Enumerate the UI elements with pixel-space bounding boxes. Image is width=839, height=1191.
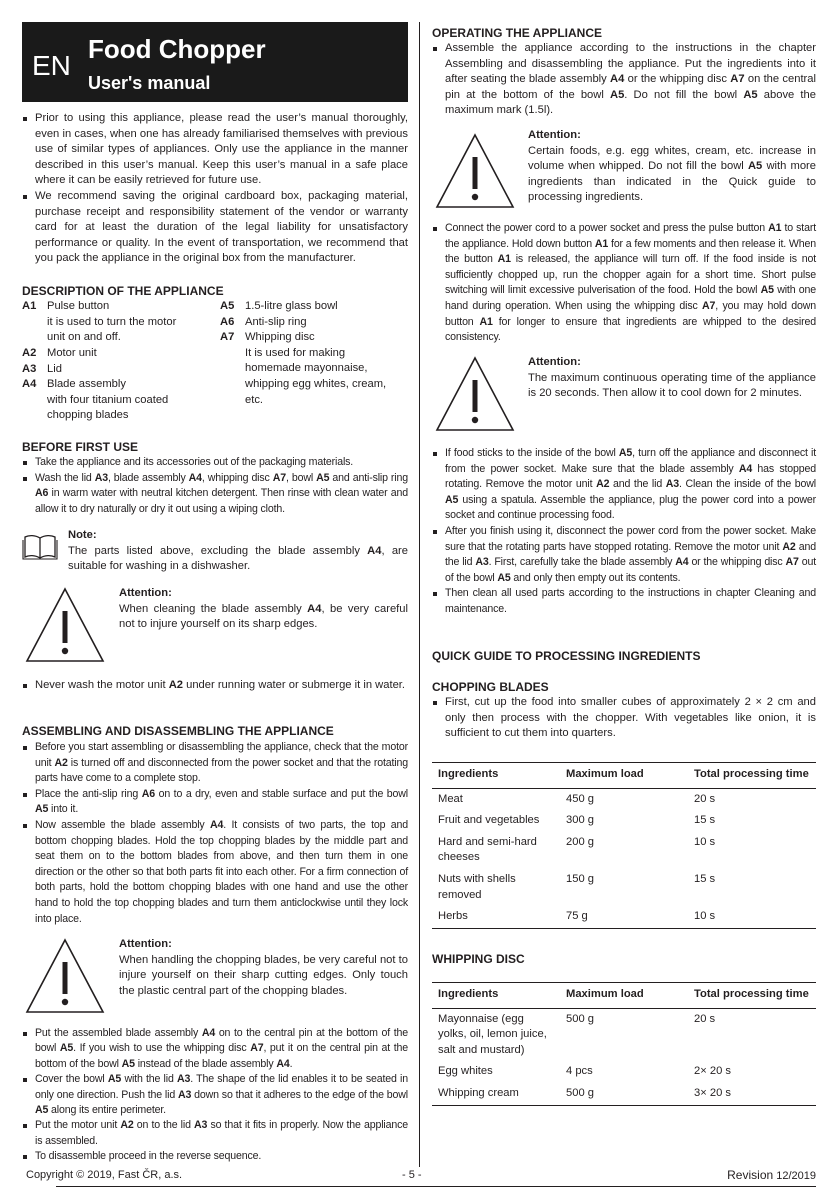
list-item: We recommend saving the original cardboard box, packaging material, purchase receipt and responsibility statement of the vendor or warranty card for at least the duration of the legal liability for unsatisfactory performance or quality. In the event of transportation, we recommend that you pack the appliance in the original box from the manufacturer. (22, 189, 408, 267)
attention-content (528, 128, 816, 206)
attention-title: Attention: (528, 129, 581, 141)
column-divider (419, 22, 420, 1167)
max-load-cell: 300 g (566, 814, 594, 827)
revision-label: Revision (727, 1168, 774, 1182)
part-text-line: chopping blades (47, 409, 129, 422)
part-text-line: whipping egg whites, cream, (245, 377, 387, 390)
part-text-line: etc. (245, 393, 264, 406)
ingredient-cell: Fruit and vegetables (438, 814, 540, 827)
table-row (432, 869, 816, 906)
part-text-line: Whipping disc (245, 331, 315, 344)
footer-rule (56, 1186, 816, 1187)
chopping-table (432, 762, 816, 929)
part-text-line: 1.5-litre glass bowl (245, 300, 338, 312)
list-item: Before you start assembling or disassembling the appliance, check that the motor unit A2 is turned off and disconnected from the power socket and that the rotating parts have come to a complete stop. (22, 740, 408, 787)
list-item: Never wash the motor unit A2 under running water or submerge it in water. (22, 678, 408, 694)
parts-left-list (22, 299, 217, 424)
table-row (432, 1083, 816, 1105)
first-use-list (22, 455, 408, 517)
part-text-line: Blade assembly (47, 378, 126, 391)
part-item: A3 Lid (22, 362, 217, 378)
ingredient-cell: Nuts with shells removed (438, 872, 516, 901)
list-item: Assemble the appliance according to the instructions in the chapter Assembling and disassembling the appliance. Put the ingredients into it after seating the blade assembly A4 or the whipping disc A7 on the central pin at the bottom of the bowl A5. Do not fill the bowl A5 above the maximum mark (1.5l). (432, 41, 816, 119)
list-item: Now assemble the blade assembly A4. It consists of two parts, the top and bottom chopping blades. Hold the top chopping blades by the middle part and seat them on to the bottom blades from above, and then turn them in one direction or the other so that both parts fit into each other. For a firm connection of both parts, hold the bottom chopping blades with one hand and use the other hand to hold the top chopping blades and turn them anticlockwise until they lock into place. (22, 818, 408, 927)
note-content (68, 528, 408, 575)
attention-text: The maximum continuous operating time of the appliance is 20 seconds. Then allow it to cool down for 2 minutes. (528, 371, 816, 400)
list-item: Place the anti-slip ring A6 on to a dry, even and stable surface and put the bowl A5 into it. (22, 787, 408, 818)
ingredient-cell: Mayonnaise (egg yolks, oil, lemon juice, salt and mustard) (438, 1012, 547, 1056)
part-text-line: Lid (47, 362, 62, 375)
page-footer (22, 1168, 816, 1184)
subsection-heading: CHOPPING BLADES (432, 680, 549, 694)
operating-list-3 (432, 446, 816, 618)
ingredient-cell: Egg whites (438, 1065, 493, 1078)
warning-triangle-icon (24, 586, 106, 664)
table-row (432, 832, 816, 869)
table-row (432, 906, 816, 928)
ingredient-cell: Hard and semi-hard cheeses (438, 835, 537, 864)
column-header: Maximum load (560, 983, 688, 1009)
processing-time-cell: 20 s (694, 792, 716, 805)
processing-time-cell: 10 s (694, 835, 716, 848)
part-text-line: Anti-slip ring (245, 315, 307, 328)
section-heading: DESCRIPTION OF THE APPLIANCE (22, 284, 224, 298)
note-title: Note: (68, 529, 97, 541)
part-item: A5 1.5-litre glass bowl (220, 299, 408, 315)
processing-time-cell: 10 s (688, 906, 816, 928)
page-number: - 5 - (402, 1169, 422, 1181)
column-header: Ingredients (432, 983, 560, 1009)
list-item: To disassemble proceed in the reverse sequence. (22, 1149, 408, 1164)
list-item: Prior to using this appliance, please read the user’s manual thoroughly, even in cases, when one has already familiarised themselves with previous use of similar types of appliances. Only use the appliance in the manner described in this user’s manual. Keep this user’s manual in a safe place where it can be easily retrieved for future use. (22, 111, 408, 189)
max-load-cell: 75 g (560, 906, 688, 928)
column-header: Ingredients (432, 763, 560, 789)
operating-list-2 (432, 221, 816, 346)
column-header: Total processing time (688, 983, 816, 1009)
list-item: Then clean all used parts according to the instructions in chapter Cleaning and maintenance. (432, 586, 816, 617)
table-row (432, 788, 816, 810)
warning-triangle-icon (24, 937, 106, 1015)
attention-title: Attention: (119, 587, 172, 599)
processing-time-cell: 15 s (694, 814, 716, 827)
copyright: Copyright © 2019, Fast ČR, a.s. (26, 1169, 183, 1181)
table-row (432, 1008, 816, 1061)
processing-time-cell: 3× 20 s (688, 1083, 816, 1105)
table-row (432, 1061, 816, 1083)
part-text-line: It is used for making (245, 346, 346, 359)
ingredient-cell: Herbs (432, 906, 560, 928)
processing-time-cell: 20 s (694, 1012, 716, 1025)
part-text-line: Motor unit (47, 347, 97, 359)
book-icon (22, 532, 58, 560)
attention-text: When cleaning the blade assembly A4, be very careful not to injure yourself on its sharp edges. (119, 602, 409, 631)
language-code: EN (32, 50, 71, 81)
part-text-line: it is used to turn the motor (47, 315, 177, 328)
chopping-list (432, 695, 816, 742)
list-item: Cover the bowl A5 with the lid A3. The shape of the lid enables it to be seated in only one direction. Push the lid A3 down so that it adheres to the edge of the bowl A5 along its entire perimeter. (22, 1072, 408, 1118)
part-text-line: homemade mayonnaise, (245, 362, 368, 375)
section-heading: BEFORE FIRST USE (22, 440, 139, 454)
column-header: Total processing time (688, 763, 816, 789)
attention-content (119, 586, 408, 633)
max-load-cell: 500 g (566, 1012, 594, 1025)
revision-date: 12/2019 (776, 1170, 816, 1182)
chopping-table-body (432, 788, 816, 928)
list-item: Connect the power cord to a power socket and press the pulse button A1 to start the appliance. Hold down button A1 for a few moments and then release it. When the button A1 is released, the appliance will turn off. If the food inside is not sufficiently chopped up, run the chopper again for a short time. Short pulse switching will limit excessive pulverisation of the food. Hold the bowl A5 with one hand during operation. When using the whipping disc A7, you may hold down button A1 for longer to ensure that ingredients are whipped to the desired consistency. (432, 221, 816, 346)
max-load-cell: 150 g (566, 872, 594, 885)
processing-time-cell: 15 s (694, 872, 716, 885)
part-item: A2 Motor unit (22, 346, 217, 362)
table-header-row (432, 763, 816, 789)
page-title: Food Chopper (88, 34, 266, 64)
list-item: First, cut up the food into smaller cubes of approximately 2 × 2 cm and only then process with the chopper. With vegetables like onion, it is sufficient to cut them into quarters. (432, 695, 816, 742)
part-text-line: unit on and off. (47, 331, 121, 344)
list-item: Put the motor unit A2 on to the lid A3 so that it fits in properly. Now the appliance is assembled. (22, 1118, 408, 1149)
list-item: Wash the lid A3, blade assembly A4, whipping disc A7, bowl A5 and anti-slip ring A6 in warm water with neutral kitchen detergent. Then rinse with clean water and allow it to dry naturally or dry it out using a wiping cloth. (22, 471, 408, 518)
attention-text: Certain foods, e.g. egg whites, cream, etc. increase in volume when whipped. Do not fill the bowl A5 with more ingredients than indicated in the Quick guide to processing ingredients. (528, 144, 816, 204)
wash-warning-list (22, 678, 408, 694)
assembly-list (22, 740, 408, 927)
part-item: A1 Pulse button it is used to turn the motor unit on and off. (22, 299, 217, 346)
max-load-cell: 200 g (566, 835, 594, 848)
column-header: Maximum load (560, 763, 688, 789)
ingredient-cell: Meat (438, 792, 463, 805)
revision (727, 1168, 816, 1185)
subsection-heading: WHIPPING DISC (432, 952, 525, 966)
warning-triangle-icon (434, 355, 516, 433)
attention-title: Attention: (119, 938, 172, 950)
intro-list (22, 111, 408, 267)
attention-title: Attention: (528, 356, 581, 368)
parts-right-list (220, 299, 408, 408)
section-heading: OPERATING THE APPLIANCE (432, 26, 603, 40)
max-load-cell: 500 g (560, 1083, 688, 1105)
part-item: A4 Blade assembly with four titanium coated chopping blades (22, 377, 217, 424)
attention-content (528, 355, 816, 402)
processing-time-cell: 2× 20 s (694, 1065, 732, 1078)
list-item: After you finish using it, disconnect the power cord from the power socket. Make sure that the rotating parts have stopped rotating. Remove the motor unit A2 and the lid A3. First, carefully take the blade assembly A4 or the whipping disc A7 out of the bowl A5 and only then empty out its contents. (432, 524, 816, 586)
list-item: Take the appliance and its accessories out of the packaging materials. (22, 455, 408, 471)
whipping-table (432, 982, 816, 1106)
list-item: If food sticks to the inside of the bowl A5, turn off the appliance and disconnect it from the power socket. Make sure that the blade assembly A4 has stopped rotating. Remove the motor unit A2 and the lid A3. Clean the inside of the bowl A5 using a spatula. Assemble the appliance, plug the power cord into a power socket and continue processing food. (432, 446, 816, 524)
max-load-cell: 450 g (566, 792, 594, 805)
ingredient-cell: Whipping cream (432, 1083, 560, 1105)
assembly-list-2 (22, 1026, 408, 1165)
part-text-line: Pulse button (47, 300, 110, 312)
max-load-cell: 4 pcs (566, 1065, 593, 1078)
page-subtitle: User's manual (88, 73, 211, 93)
manual-header (22, 22, 408, 102)
part-text-line: with four titanium coated (47, 393, 169, 406)
part-item: A7 Whipping disc It is used for making homemade mayonnaise, whipping egg whites, cream, etc. (220, 330, 408, 408)
section-heading: QUICK GUIDE TO PROCESSING INGREDIENTS (432, 649, 701, 663)
attention-text: When handling the chopping blades, be very careful not to injure yourself on their sharp cutting edges. Only touch the plastic central part of the chopping blades. (119, 953, 408, 997)
note-text: The parts listed above, excluding the blade assembly A4, are suitable for washing in a dishwasher. (68, 544, 408, 573)
part-item: A6 Anti-slip ring (220, 315, 408, 331)
list-item: Put the assembled blade assembly A4 on to the central pin at the bottom of the bowl A5. If you wish to use the whipping disc A7, put it on the central pin at the bottom of the bowl A5 instead of the blade assembly A4. (22, 1026, 408, 1072)
section-heading: ASSEMBLING AND DISASSEMBLING THE APPLIANCE (22, 724, 334, 738)
whipping-table-body (432, 1008, 816, 1105)
operating-list (432, 41, 816, 119)
warning-triangle-icon (434, 132, 516, 210)
attention-content (119, 937, 408, 999)
table-row (432, 810, 816, 832)
table-header-row (432, 983, 816, 1009)
